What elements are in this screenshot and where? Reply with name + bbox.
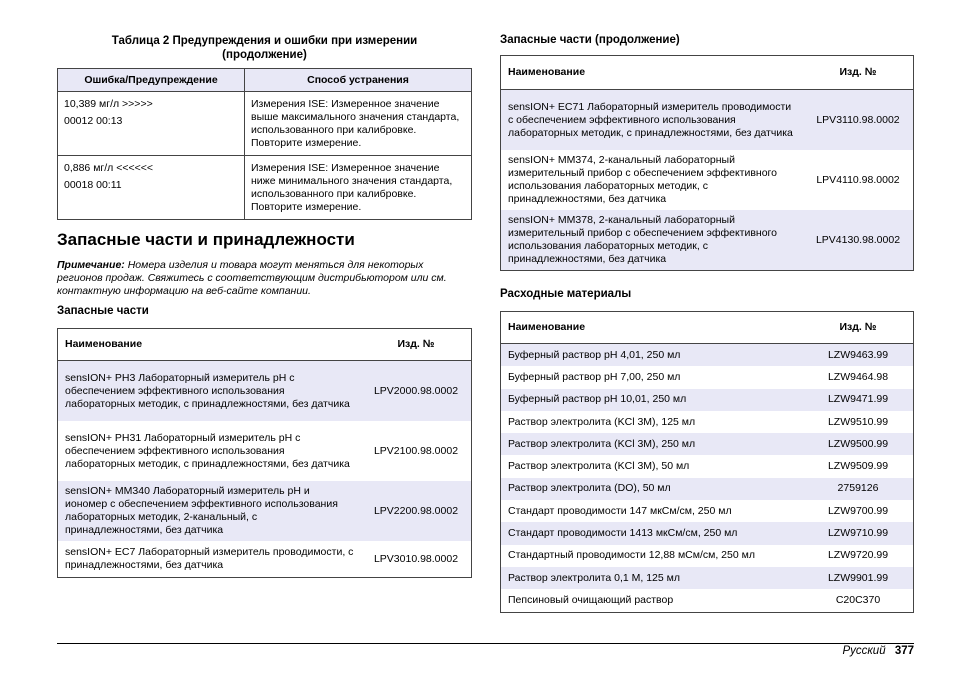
table-header-row bbox=[58, 329, 472, 361]
consumable-number: LZW9700.99 bbox=[803, 500, 914, 522]
part-name: sensION+ MM378, 2-канальный лабораторный измерительный прибор с обеспечением эффективного использования лабораторных методик, с принадлежностями, без датчика bbox=[501, 210, 804, 271]
consumable-number: LZW9500.99 bbox=[803, 433, 914, 455]
column-header: Наименование bbox=[501, 312, 804, 344]
part-name: sensION+ PH3 Лабораторный измеритель pH с обеспечением эффективного использования лабораторных методик, с принадлежностями, без датчика bbox=[58, 361, 362, 422]
table-row bbox=[501, 589, 914, 612]
table-row bbox=[58, 421, 472, 481]
table-row bbox=[501, 478, 914, 500]
error-value: 0,886 мг/л <<<<<< bbox=[64, 162, 153, 174]
part-name: sensION+ EC71 Лабораторный измеритель проводимости с обеспечением эффективного использования лабораторных методик, с принадлежностями, без датчика bbox=[501, 90, 804, 151]
spare-parts-heading: Запасные части bbox=[57, 305, 149, 317]
table-header-row bbox=[501, 56, 914, 90]
table-row bbox=[501, 90, 914, 151]
consumable-name: Пепсиновый очищающий раствор bbox=[501, 589, 804, 612]
table-row bbox=[58, 541, 472, 578]
note-label: Примечание: bbox=[57, 259, 125, 271]
consumable-number: LZW9509.99 bbox=[803, 455, 914, 477]
part-number: LPV3110.98.0002 bbox=[803, 90, 914, 151]
table-caption-line: Таблица 2 Предупреждения и ошибки при измерении bbox=[111, 35, 418, 47]
error-cell bbox=[58, 92, 245, 156]
note-text: Номера изделия и товара могут меняться для некоторых регионов продаж. Свяжитесь с соответствующим дистрибьютором или см. контактную информацию на веб-сайте компании. bbox=[57, 259, 447, 297]
consumable-name: Раствор электролита (KCl 3M), 50 мл bbox=[501, 455, 804, 477]
spare-parts-table bbox=[57, 328, 472, 578]
consumable-name: Раствор электролита 0,1 M, 125 мл bbox=[501, 567, 804, 589]
error-value: 10,389 мг/л >>>>> bbox=[64, 98, 153, 110]
table-row bbox=[501, 344, 914, 367]
column-header: Наименование bbox=[58, 329, 362, 361]
page-number: 377 bbox=[894, 645, 914, 657]
column-header: Изд. № bbox=[803, 56, 914, 90]
table-row bbox=[501, 567, 914, 589]
consumable-name: Буферный раствор pH 4,01, 250 мл bbox=[501, 344, 804, 367]
error-code: 00012 00:13 bbox=[64, 115, 123, 127]
consumable-name: Раствор электролита (KCl 3M), 125 мл bbox=[501, 411, 804, 433]
consumable-name: Стандарт проводимости 1413 мкСм/см, 250 мл bbox=[501, 522, 804, 544]
consumable-number: LZW9471.99 bbox=[803, 389, 914, 411]
part-number: LPV4110.98.0002 bbox=[803, 150, 914, 210]
page-footer bbox=[842, 644, 914, 658]
column-header: Ошибка/Предупреждение bbox=[58, 69, 245, 92]
table-row bbox=[501, 433, 914, 455]
part-number: LPV4130.98.0002 bbox=[803, 210, 914, 271]
footer-language: Русский bbox=[842, 645, 886, 657]
consumables-heading: Расходные материалы bbox=[500, 288, 632, 300]
table-row bbox=[501, 500, 914, 522]
part-number: LPV2200.98.0002 bbox=[361, 481, 472, 541]
spare-parts-cont-table bbox=[500, 55, 914, 271]
remedy-cell: Измерения ISE: Измеренное значение ниже минимального значения стандарта, использованного при калибровке. Повторите измерение. bbox=[245, 156, 472, 220]
consumable-name: Раствор электролита (KCl 3M), 250 мл bbox=[501, 433, 804, 455]
errors-table bbox=[57, 68, 472, 220]
part-number: LPV2100.98.0002 bbox=[361, 421, 472, 481]
footer-divider bbox=[57, 643, 914, 644]
consumable-number: LZW9720.99 bbox=[803, 545, 914, 567]
table-row bbox=[501, 411, 914, 433]
table-row bbox=[501, 522, 914, 544]
consumable-number: LZW9464.98 bbox=[803, 366, 914, 388]
table-row bbox=[58, 361, 472, 422]
consumable-name: Стандарт проводимости 147 мкСм/см, 250 мл bbox=[501, 500, 804, 522]
consumable-number: 2759126 bbox=[803, 478, 914, 500]
table-row bbox=[501, 545, 914, 567]
table-row bbox=[501, 389, 914, 411]
table-row bbox=[501, 210, 914, 271]
remedy-cell: Измерения ISE: Измеренное значение выше максимального значения стандарта, использованного при калибровке. Повторите измерение. bbox=[245, 92, 472, 156]
table-caption-line: (продолжение) bbox=[222, 49, 307, 61]
column-header: Способ устранения bbox=[245, 69, 472, 92]
table-header-row bbox=[501, 312, 914, 344]
spare-parts-cont-heading: Запасные части (продолжение) bbox=[500, 34, 680, 46]
part-name: sensION+ MM374, 2-канальный лабораторный измерительный прибор с обеспечением эффективного использования лабораторных методик, с принадлежностями, без датчика bbox=[501, 150, 804, 210]
part-number: LPV2000.98.0002 bbox=[361, 361, 472, 422]
part-name: sensION+ EC7 Лабораторный измеритель проводимости, с принадлежностями, без датчика bbox=[58, 541, 362, 578]
table-row bbox=[58, 481, 472, 541]
table-header-row bbox=[58, 69, 472, 92]
consumable-number: LZW9510.99 bbox=[803, 411, 914, 433]
consumable-name: Стандартный проводимости 12,88 мСм/см, 250 мл bbox=[501, 545, 804, 567]
table-row bbox=[501, 366, 914, 388]
section-title: Запасные части и принадлежности bbox=[57, 230, 355, 249]
table-row bbox=[58, 92, 472, 156]
consumable-number: LZW9710.99 bbox=[803, 522, 914, 544]
table-caption bbox=[57, 34, 472, 62]
column-header: Изд. № bbox=[361, 329, 472, 361]
consumable-name: Буферный раствор pH 10,01, 250 мл bbox=[501, 389, 804, 411]
table-row bbox=[501, 455, 914, 477]
table-row bbox=[501, 150, 914, 210]
note bbox=[57, 259, 467, 298]
consumable-number: LZW9463.99 bbox=[803, 344, 914, 367]
consumable-name: Буферный раствор pH 7,00, 250 мл bbox=[501, 366, 804, 388]
consumable-number: LZW9901.99 bbox=[803, 567, 914, 589]
table-row bbox=[58, 156, 472, 220]
error-cell bbox=[58, 156, 245, 220]
consumables-table bbox=[500, 311, 914, 613]
consumable-number: C20C370 bbox=[803, 589, 914, 612]
column-header: Изд. № bbox=[803, 312, 914, 344]
part-name: sensION+ PH31 Лабораторный измеритель pH с обеспечением эффективного использования лабораторных методик, с принадлежностями, без датчика bbox=[58, 421, 362, 481]
consumable-name: Раствор электролита (DO), 50 мл bbox=[501, 478, 804, 500]
part-name: sensION+ MM340 Лабораторный измеритель pH и иономер с обеспечением эффективного использования лабораторных методик, 2-канальный, с принадлежностями, без датчика bbox=[58, 481, 362, 541]
error-code: 00018 00:11 bbox=[64, 179, 122, 191]
part-number: LPV3010.98.0002 bbox=[361, 541, 472, 578]
column-header: Наименование bbox=[501, 56, 804, 90]
